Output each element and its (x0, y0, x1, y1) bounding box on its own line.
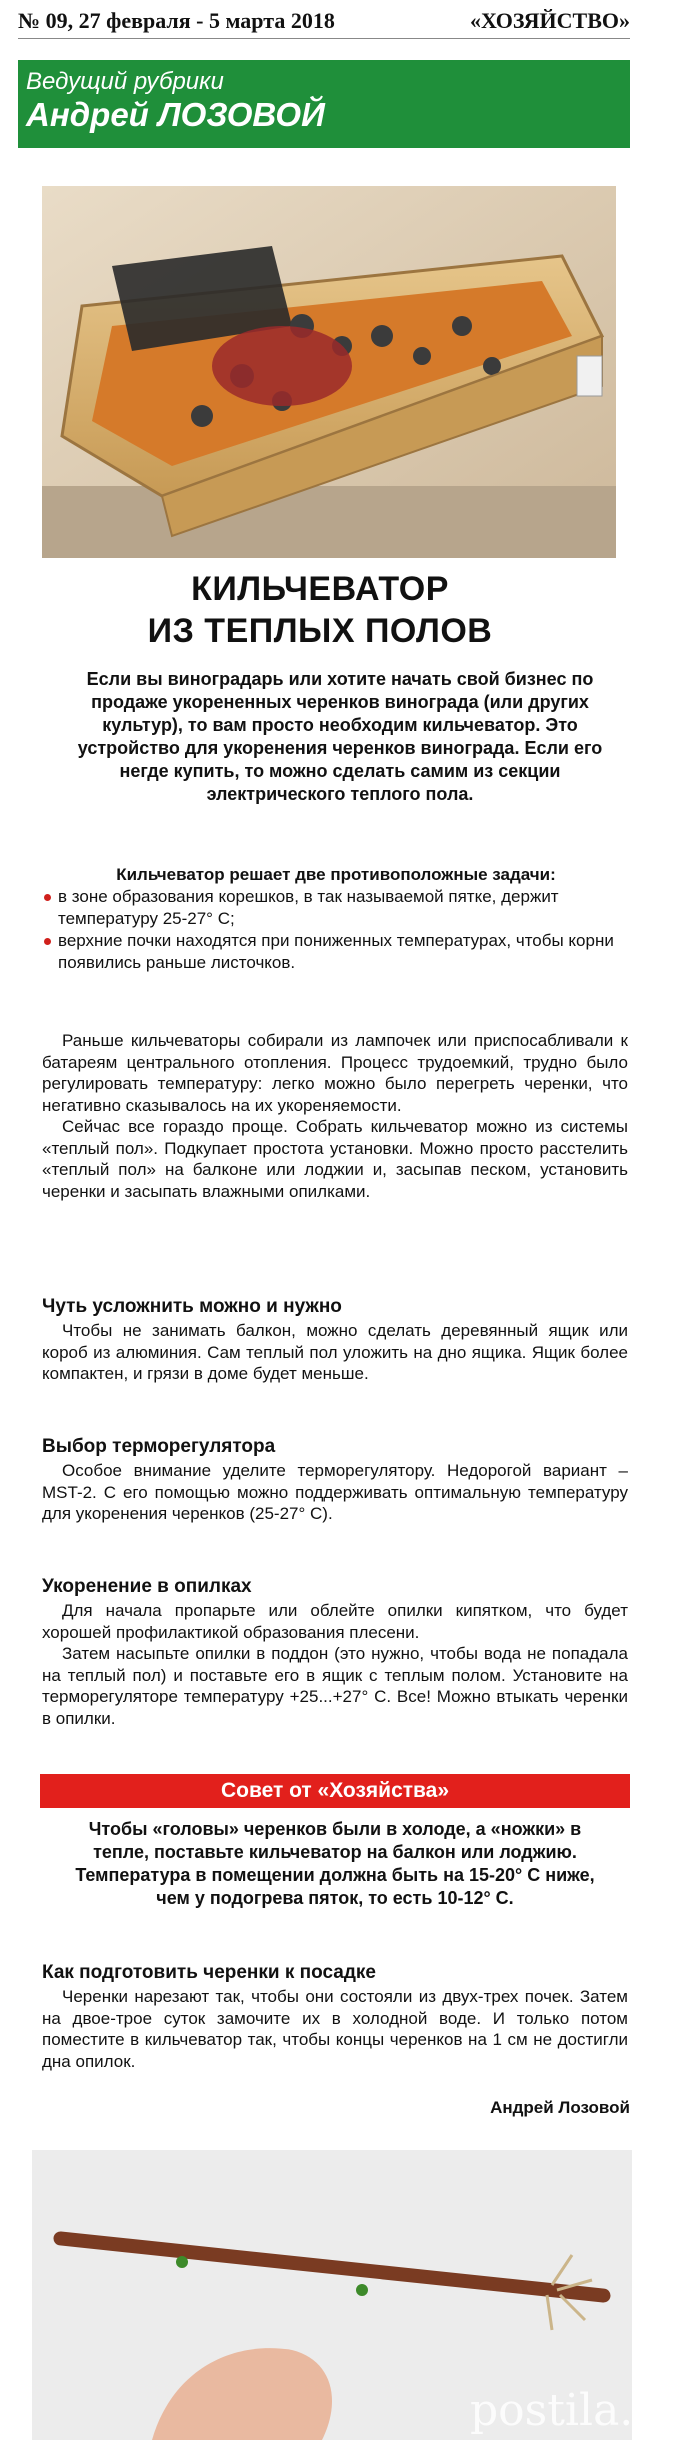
rubric-banner (18, 60, 630, 148)
body-paragraph: Черенки нарезают так, чтобы они состояли из двух-трех почек. Затем на двое-трое суток замочите их в холодной воде. И только потом поместите в кильчеватор так, чтобы концы черенков на 1 см не достигли дна опилок. (42, 1987, 628, 2071)
advice-title: Совет от «Хозяйства» (40, 1774, 630, 1808)
issue-info: № 09, 27 февраля - 5 марта 2018 (18, 8, 335, 33)
watermark: postila.ru (470, 2385, 683, 2436)
body-paragraph: Затем насыпьте опилки в поддон (это нужно, чтобы вода не попадала на теплый пол) и поставьте его в ящик с теплым полом. Установите на терморегуляторе температуру +25...+27° С. Все! Можно втыкать черенки в опилки. (42, 1644, 628, 1728)
body-paragraph: Чтобы не занимать балкон, можно сделать деревянный ящик или короб из алюминия. Сам теплый пол уложить на дно ящика. Ящик более компактен, и грязи в доме будет меньше. (42, 1321, 628, 1383)
page-header (18, 8, 630, 39)
section-text (42, 1600, 628, 1729)
section-title: Выбор терморегулятора (42, 1436, 276, 1457)
section-title: Чуть усложнить можно и нужно (42, 1296, 342, 1317)
body-paragraph: Сейчас все гораздо проще. Собрать кильчеватор можно из системы «теплый пол». Подкупает простота установки. Можно просто расстелить «теплый пол» на балконе или лоджии и, засыпав песком, установить черенки и засыпать влажными опилками. (42, 1117, 628, 1201)
body-paragraph: Для начала пропарьте или облейте опилки кипятком, что будет хорошей профилактикой образования плесени. (42, 1601, 628, 1642)
rubric-label: Ведущий рубрики (26, 68, 224, 95)
section-text (42, 1320, 628, 1385)
title-line2: ИЗ ТЕПЛЫХ ПОЛОВ (147, 612, 493, 650)
section-title: Укоренение в опилках (42, 1576, 252, 1597)
section-text (42, 1460, 628, 1525)
body-paragraph: Раньше кильчеваторы собирали из лампочек или приспосабливали к батареям центрального отопления. Процесс трудоемкий, трудно было регулировать температуру: легко можно было перегреть черенки, что негативно сказывалось на их укореняемости. (42, 1031, 628, 1115)
rubric-author: Андрей ЛОЗОВОЙ (26, 96, 325, 133)
section-text (42, 1986, 628, 2072)
article-author: Андрей Лозовой (490, 2098, 630, 2117)
section-title: Как подготовить черенки к посадке (42, 1962, 376, 1983)
newspaper-name: «ХОЗЯЙСТВО» (469, 8, 630, 33)
task-item: верхние почки находятся при пониженных температурах, чтобы корни появились раньше листочков. (44, 930, 628, 974)
tasks-intro: Кильчеватор решает две противоположные задачи: (116, 865, 556, 884)
article-title (0, 568, 640, 652)
kilchevator-illustration (42, 186, 616, 558)
tasks-block (44, 864, 628, 974)
intro-body (42, 1030, 628, 1202)
advice-text: Чтобы «головы» черенков были в холоде, а «ножки» в тепле, поставьте кильчеватор на балкон или лоджию. Температура в помещении должна быть на 15-20° С ниже, чем у подогрева пяток, то есть 10-12° С. (75, 1819, 595, 1908)
task-item: в зоне образования корешков, в так называемой пятке, держит температуру 25-27° С; (44, 886, 628, 930)
body-paragraph: Особое внимание уделите терморегулятору. Недорогой вариант – MST-2. С его помощью можно поддерживать оптимальную температуру для укоренения черенков (25-27° С). (42, 1461, 628, 1523)
title-line1: КИЛЬЧЕВАТОР (191, 570, 449, 608)
kilchevator-photo (42, 186, 616, 558)
article-lead: Если вы виноградарь или хотите начать свой бизнес по продаже укорененных черенков винограда (или других культур), то вам просто необходим кильчеватор. Это устройство для укоренения черенков винограда. Если его негде купить, то можно сделать самим из секции электрического теплого пола. (77, 669, 603, 804)
